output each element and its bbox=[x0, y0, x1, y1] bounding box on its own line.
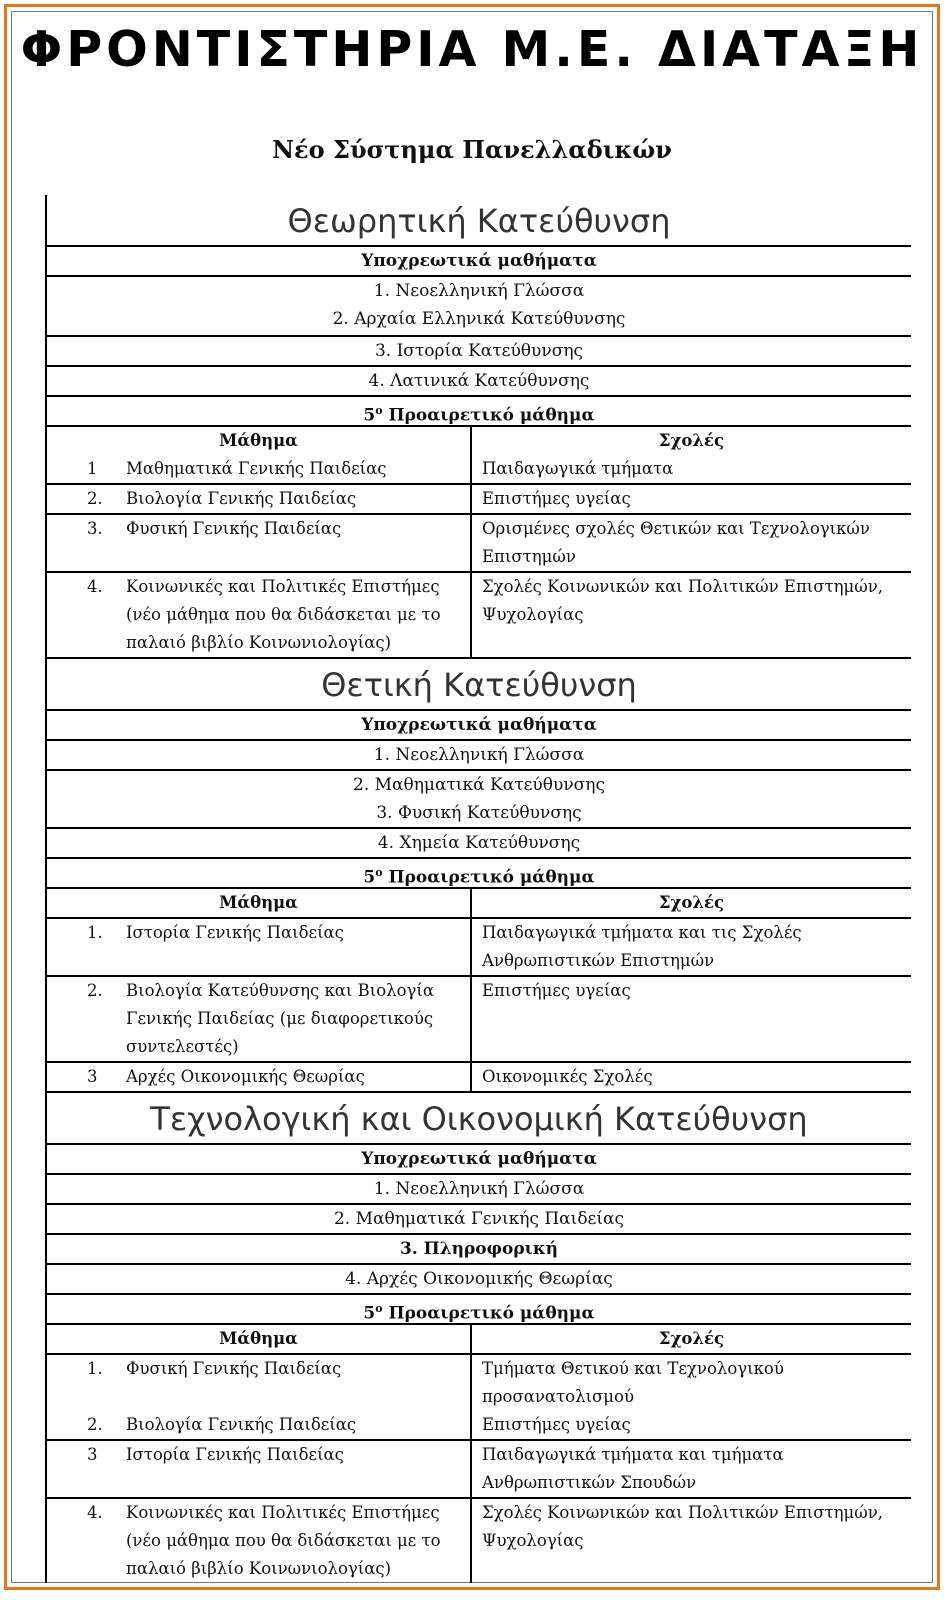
row-number: 1. bbox=[87, 923, 103, 942]
table-row bbox=[47, 455, 911, 485]
row-number: 4. bbox=[87, 577, 103, 596]
elective-schools: Σχολές Κοινωνικών και Πολιτικών Επιστημών, Ψυχολογίας bbox=[482, 1503, 883, 1550]
mandatory-header: Υποχρεωτικά μαθήματα bbox=[47, 711, 911, 741]
mandatory-item: 3. Φυσική Κατεύθυνσης bbox=[47, 799, 911, 829]
table-row bbox=[47, 1063, 911, 1093]
fifth-prefix: 5 bbox=[363, 405, 376, 426]
mandatory-header: Υποχρεωτικά μαθήματα bbox=[47, 247, 911, 277]
fifth-suffix: Προαιρετικό μάθημα bbox=[382, 1303, 595, 1324]
mandatory-header: Υποχρεωτικά μαθήματα bbox=[47, 1145, 911, 1175]
mandatory-item: 1. Νεοελληνική Γλώσσα bbox=[373, 281, 585, 301]
table-row bbox=[47, 1441, 911, 1499]
row-number: 3. bbox=[87, 519, 103, 538]
table-row bbox=[47, 1411, 911, 1441]
fifth-prefix: 5 bbox=[363, 867, 376, 888]
elective-subject: Βιολογία Γενικής Παιδείας bbox=[126, 489, 357, 508]
row-number: 1. bbox=[87, 1359, 103, 1378]
row-number: 2. bbox=[87, 981, 103, 1000]
mandatory-item: 2. Αρχαία Ελληνικά Κατεύθυνσης bbox=[332, 309, 626, 329]
fifth-prefix: 5 bbox=[363, 1303, 376, 1324]
mandatory-item: 4. Χημεία Κατεύθυνσης bbox=[47, 829, 911, 859]
elective-schools: Παιδαγωγικά τμήματα bbox=[482, 459, 674, 478]
table-row bbox=[47, 1499, 911, 1583]
row-number: 2. bbox=[87, 489, 103, 508]
section-title-theoretical: Θεωρητική Κατεύθυνση bbox=[47, 195, 911, 247]
row-number: 3 bbox=[87, 1067, 98, 1086]
fifth-sup: ο bbox=[375, 866, 383, 879]
elective-subject: Φυσική Γενικής Παιδείας bbox=[126, 519, 342, 538]
section-title-technological: Τεχνολογική και Οικονομική Κατεύθυνση bbox=[47, 1093, 911, 1145]
row-number: 1 bbox=[87, 459, 98, 478]
elective-subject: Αρχές Οικονομικής Θεωρίας bbox=[126, 1067, 365, 1086]
elective-schools: Παιδαγωγικά τμήματα και τις Σχολές Ανθρωπιστικών Επιστημών bbox=[482, 923, 802, 970]
course-column-header: Μάθημα bbox=[47, 889, 472, 917]
elective-header bbox=[47, 1295, 911, 1325]
elective-schools: Επιστήμες υγείας bbox=[482, 981, 631, 1000]
elective-columns-header bbox=[47, 427, 911, 455]
elective-schools: Τμήματα Θετικού και Τεχνολογικού προσανατολισμού bbox=[482, 1359, 784, 1406]
row-number: 3 bbox=[87, 1445, 98, 1464]
fifth-sup: ο bbox=[375, 404, 383, 417]
mandatory-item: 2. Μαθηματικά Γενικής Παιδείας bbox=[47, 1205, 911, 1235]
banner-title: ΦΡΟΝΤΙΣΤΗΡΙΑ Μ.Ε. ΔΙΑΤΑΞΗ bbox=[20, 21, 924, 78]
course-column-header: Μάθημα bbox=[47, 1325, 472, 1353]
section-title-positive: Θετική Κατεύθυνση bbox=[47, 659, 911, 711]
table-row bbox=[47, 919, 911, 977]
mandatory-item: 3. Πληροφορική bbox=[47, 1235, 911, 1265]
course-column-header: Μάθημα bbox=[47, 427, 472, 455]
streams-table bbox=[45, 195, 911, 1583]
mandatory-item: 3. Ιστορία Κατεύθυνσης bbox=[47, 337, 911, 367]
mandatory-item: 2. Μαθηματικά Κατεύθυνσης bbox=[353, 775, 605, 795]
fifth-suffix: Προαιρετικό μάθημα bbox=[382, 405, 595, 426]
table-row bbox=[47, 485, 911, 515]
elective-schools: Ορισμένες σχολές Θετικών και Τεχνολογικών Επιστημών bbox=[482, 519, 870, 566]
elective-header bbox=[47, 397, 911, 427]
mandatory-item: 1. Νεοελληνική Γλώσσα bbox=[47, 1175, 911, 1205]
elective-schools: Οικονομικές Σχολές bbox=[482, 1067, 653, 1086]
elective-header bbox=[47, 859, 911, 889]
fifth-sup: ο bbox=[375, 1302, 383, 1315]
table-row bbox=[47, 573, 911, 659]
elective-subject: Μαθηματικά Γενικής Παιδείας bbox=[126, 459, 387, 478]
table-row bbox=[47, 515, 911, 573]
elective-schools: Σχολές Κοινωνικών και Πολιτικών Επιστημών, Ψυχολογίας bbox=[482, 577, 883, 624]
schools-column-header: Σχολές bbox=[658, 431, 725, 450]
table-row bbox=[47, 1355, 911, 1411]
fifth-suffix: Προαιρετικό μάθημα bbox=[382, 867, 595, 888]
table-row bbox=[47, 977, 911, 1063]
elective-subject: Ιστορία Γενικής Παιδείας bbox=[126, 923, 344, 942]
mandatory-item: 4. Αρχές Οικονομικής Θεωρίας bbox=[47, 1265, 911, 1295]
page-subtitle: Νέο Σύστημα Πανελλαδικών bbox=[272, 135, 672, 164]
row-number: 2. bbox=[87, 1415, 103, 1434]
schools-column-header: Σχολές bbox=[658, 893, 725, 912]
mandatory-item: 1. Νεοελληνική Γλώσσα bbox=[47, 741, 911, 771]
elective-columns-header bbox=[47, 889, 911, 919]
elective-subject: Βιολογία Γενικής Παιδείας bbox=[126, 1415, 357, 1434]
schools-column-header: Σχολές bbox=[658, 1329, 725, 1348]
elective-schools: Επιστήμες υγείας bbox=[482, 489, 631, 508]
document-frame bbox=[4, 4, 940, 1590]
elective-subject: Κοινωνικές και Πολιτικές Επιστήμες (νέο μάθημα που θα διδάσκεται με το παλαιό βιβλίο Κοινωνιολογίας) bbox=[126, 1503, 441, 1578]
mandatory-item: 4. Λατινικά Κατεύθυνσης bbox=[47, 367, 911, 397]
elective-subject: Βιολογία Κατεύθυνσης και Βιολογία Γενικής Παιδείας (με διαφορετικούς συντελεστές) bbox=[126, 981, 435, 1056]
elective-columns-header bbox=[47, 1325, 911, 1355]
elective-schools: Επιστήμες υγείας bbox=[482, 1415, 631, 1434]
elective-subject: Φυσική Γενικής Παιδείας bbox=[126, 1359, 342, 1378]
mandatory-block bbox=[47, 277, 911, 337]
elective-subject: Ιστορία Γενικής Παιδείας bbox=[126, 1445, 344, 1464]
elective-subject: Κοινωνικές και Πολιτικές Επιστήμες (νέο μάθημα που θα διδάσκεται με το παλαιό βιβλίο Κοινωνιολογίας) bbox=[126, 577, 441, 652]
row-number: 4. bbox=[87, 1503, 103, 1522]
elective-schools: Παιδαγωγικά τμήματα και τμήματα Ανθρωπιστικών Σπουδών bbox=[482, 1445, 784, 1492]
